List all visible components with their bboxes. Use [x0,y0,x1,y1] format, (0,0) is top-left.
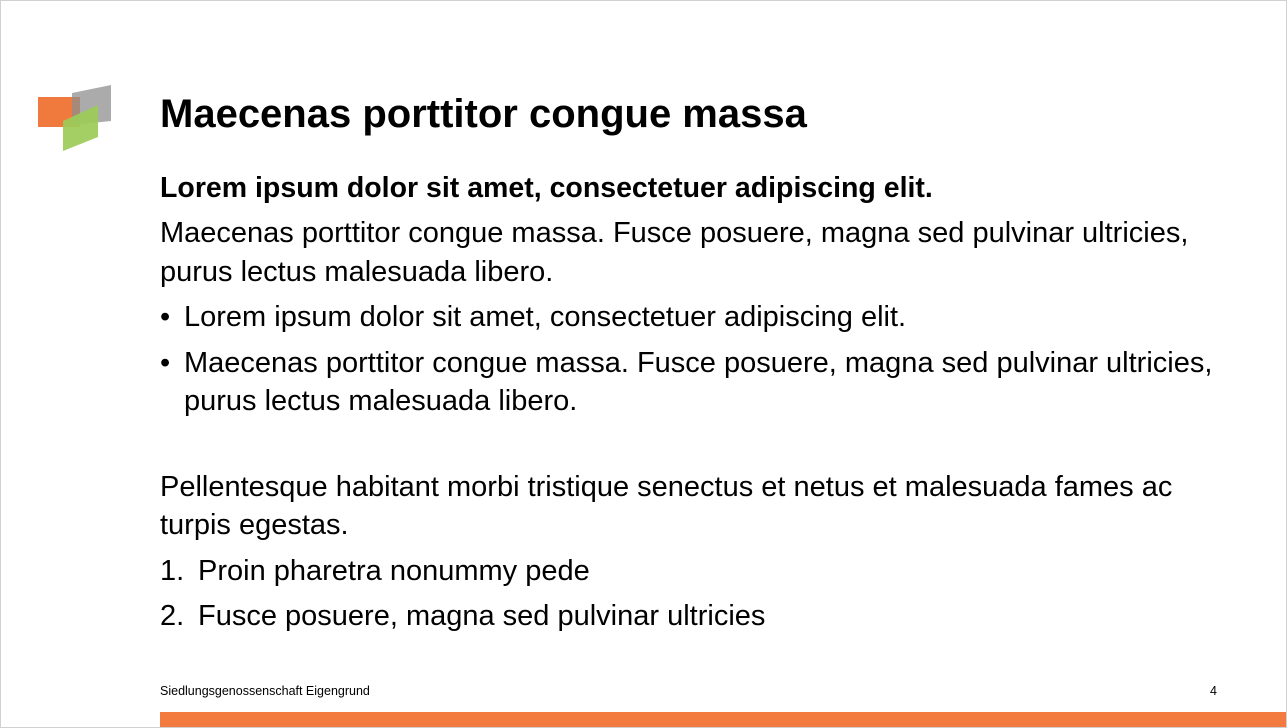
bullet-text: Maecenas porttitor congue massa. Fusce posuere, magna sed pulvinar ultricies, purus lectus malesuada libero. [184,346,1213,417]
bullet-item [160,298,1220,337]
spacer [160,428,1220,468]
bullet-mark: • [160,301,171,333]
page-number: 4 [1210,684,1217,698]
body-paragraph-1: Maecenas porttitor congue massa. Fusce posuere, magna sed pulvinar ultricies, purus lectus malesuada libero. [160,217,1189,288]
company-logo-icon [38,85,114,153]
bullet-text: Lorem ipsum dolor sit amet, consectetuer adipiscing elit. [184,301,907,333]
numbered-item [160,552,1220,591]
bullet-item [160,344,1220,421]
numbered-text: Fusce posuere, magna sed pulvinar ultricies [198,600,766,632]
footer-accent-bar [160,712,1286,727]
footer-organization: Siedlungsgenossenschaft Eigengrund [160,684,370,698]
bullet-list [160,298,1220,421]
slide-body [160,169,1220,643]
slide-title: Maecenas porttitor congue massa [160,92,807,136]
number-mark: 1. [160,554,185,587]
body-paragraph-2: Pellentesque habitant morbi tristique senectus et netus et malesuada fames ac turpis egestas. [160,470,1173,541]
numbered-text: Proin pharetra nonummy pede [198,554,590,587]
number-mark: 2. [160,600,185,632]
numbered-item [160,597,1220,636]
numbered-list [160,552,1220,636]
bullet-mark: • [160,346,171,379]
lead-sentence: Lorem ipsum dolor sit amet, consectetuer adipiscing elit. [160,172,933,204]
